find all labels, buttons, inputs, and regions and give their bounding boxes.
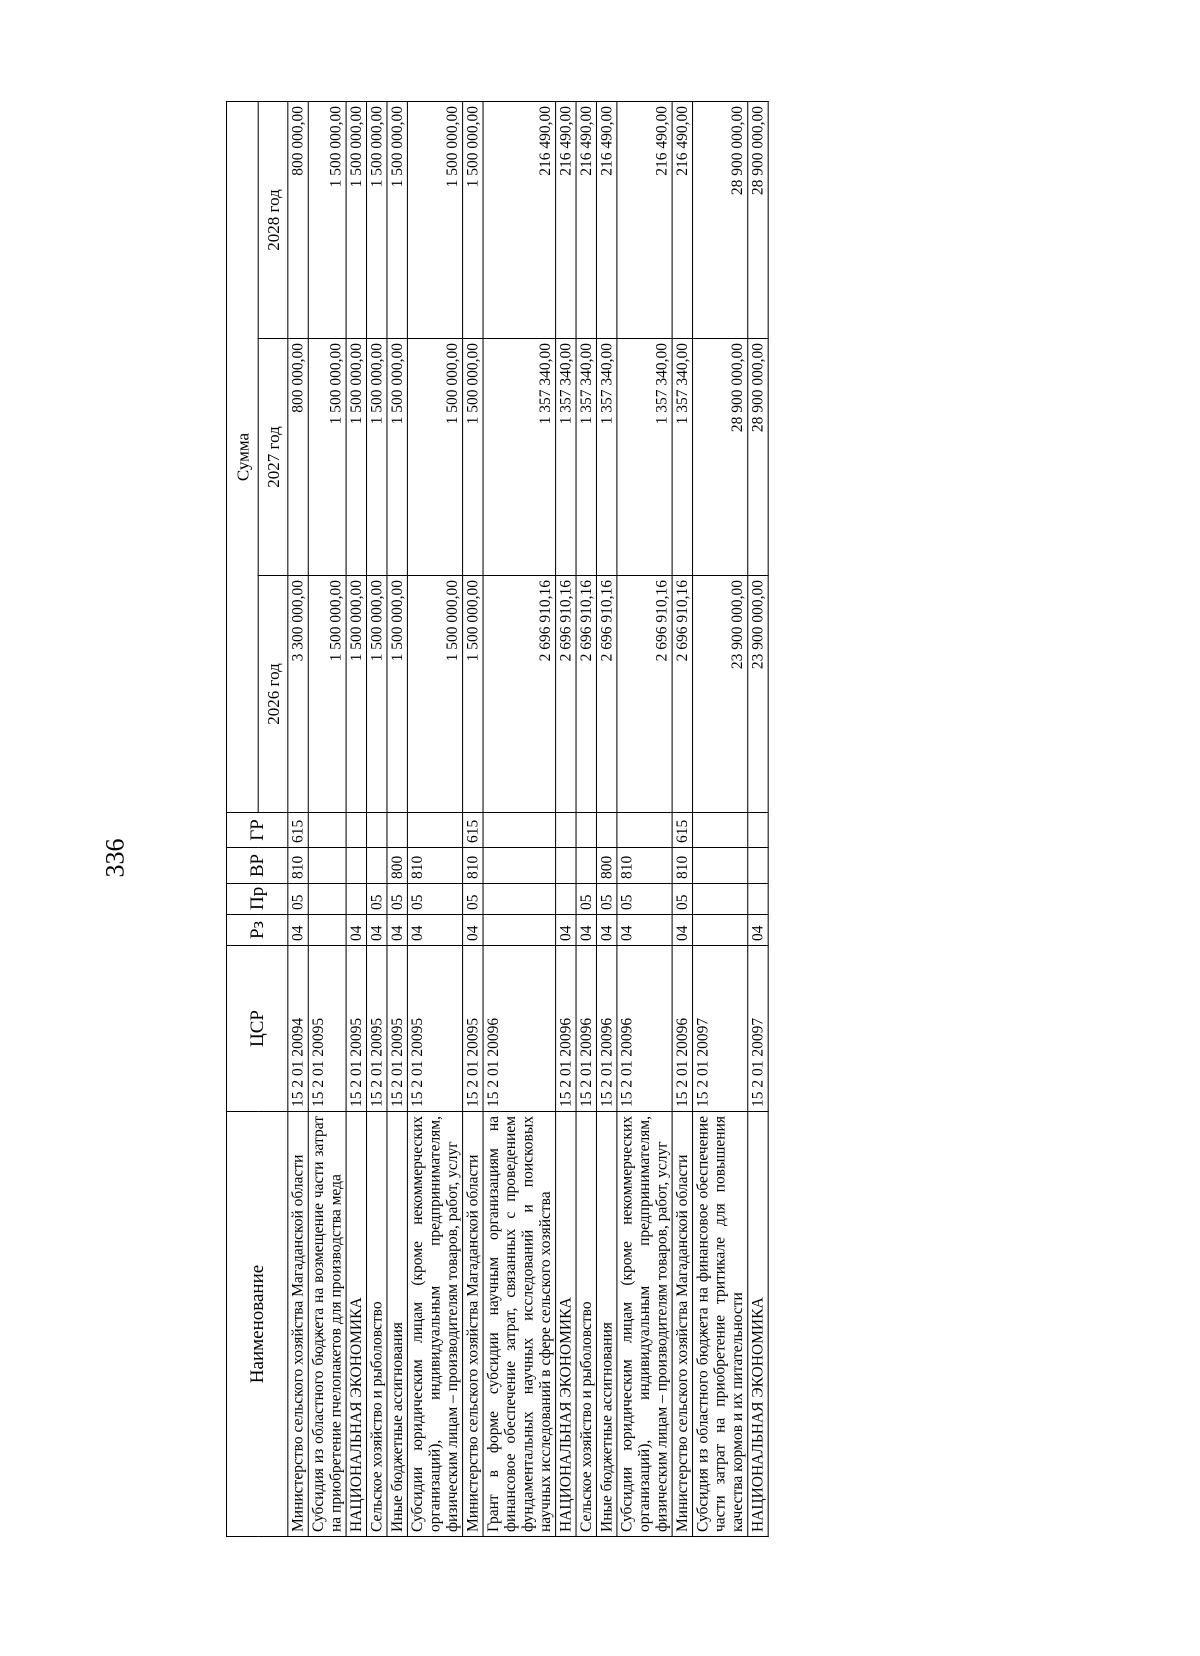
rotated-table-wrapper (226, 102, 1100, 1537)
header-csr: ЦСР (227, 946, 288, 1112)
row-pr-cell: 05 (367, 884, 387, 915)
table-row (346, 102, 366, 1537)
table-row (288, 102, 308, 1537)
row-vr-cell (556, 848, 576, 884)
row-amount-2026: 2 696 910,16 (672, 576, 692, 813)
header-year-2027: 2027 год (258, 339, 288, 576)
row-csr-cell: 15 2 01 20095 (463, 946, 483, 1112)
row-amount-2028: 216 490,00 (576, 102, 596, 339)
row-amount-2028: 216 490,00 (617, 102, 672, 339)
table-row (556, 102, 576, 1537)
row-rz-cell: 04 (672, 915, 692, 946)
row-amount-2028: 28 900 000,00 (748, 102, 768, 339)
row-name-cell: НАЦИОНАЛЬНАЯ ЭКОНОМИКА (748, 1112, 768, 1537)
table-row (483, 102, 556, 1537)
table-row (576, 102, 596, 1537)
row-amount-2026: 1 500 000,00 (387, 576, 407, 813)
row-gr-cell (308, 813, 346, 848)
row-csr-cell: 15 2 01 20095 (308, 946, 346, 1112)
row-name-cell: Иные бюджетные ассигнования (387, 1112, 407, 1537)
row-amount-2028: 1 500 000,00 (387, 102, 407, 339)
row-rz-cell (693, 915, 748, 946)
row-amount-2027: 1 357 340,00 (576, 339, 596, 576)
row-rz-cell: 04 (288, 915, 308, 946)
row-amount-2028: 216 490,00 (483, 102, 556, 339)
row-pr-cell (346, 884, 366, 915)
row-gr-cell (576, 813, 596, 848)
row-csr-cell: 15 2 01 20095 (367, 946, 387, 1112)
row-amount-2028: 1 500 000,00 (308, 102, 346, 339)
header-year-2028: 2028 год (258, 102, 288, 339)
row-amount-2026: 1 500 000,00 (346, 576, 366, 813)
row-vr-cell: 810 (463, 848, 483, 884)
row-pr-cell (308, 884, 346, 915)
row-amount-2028: 216 490,00 (596, 102, 616, 339)
row-amount-2026: 1 500 000,00 (407, 576, 462, 813)
table-body (288, 102, 768, 1537)
header-name: Наименование (227, 1112, 288, 1537)
row-amount-2027: 1 357 340,00 (556, 339, 576, 576)
row-rz-cell: 04 (463, 915, 483, 946)
row-csr-cell: 15 2 01 20096 (617, 946, 672, 1112)
row-gr-cell (367, 813, 387, 848)
row-pr-cell: 05 (672, 884, 692, 915)
row-pr-cell: 05 (576, 884, 596, 915)
row-csr-cell: 15 2 01 20096 (576, 946, 596, 1112)
row-name-cell: НАЦИОНАЛЬНАЯ ЭКОНОМИКА (346, 1112, 366, 1537)
row-vr-cell (308, 848, 346, 884)
header-gr: ГР (227, 813, 288, 848)
row-amount-2027: 1 357 340,00 (483, 339, 556, 576)
budget-table (226, 101, 769, 1537)
row-amount-2027: 28 900 000,00 (693, 339, 748, 576)
row-amount-2028: 28 900 000,00 (693, 102, 748, 339)
row-rz-cell: 04 (617, 915, 672, 946)
row-rz-cell: 04 (596, 915, 616, 946)
row-amount-2027: 1 500 000,00 (387, 339, 407, 576)
row-amount-2026: 2 696 910,16 (596, 576, 616, 813)
row-csr-cell: 15 2 01 20095 (407, 946, 462, 1112)
row-rz-cell: 04 (367, 915, 387, 946)
row-amount-2026: 1 500 000,00 (308, 576, 346, 813)
row-vr-cell (483, 848, 556, 884)
row-vr-cell: 800 (596, 848, 616, 884)
row-amount-2026: 23 900 000,00 (693, 576, 748, 813)
row-vr-cell: 800 (387, 848, 407, 884)
row-amount-2028: 1 500 000,00 (367, 102, 387, 339)
row-name-cell: Сельское хозяйство и рыболовство (367, 1112, 387, 1537)
row-rz-cell: 04 (407, 915, 462, 946)
row-csr-cell: 15 2 01 20094 (288, 946, 308, 1112)
row-vr-cell (367, 848, 387, 884)
row-pr-cell: 05 (463, 884, 483, 915)
row-amount-2027: 800 000,00 (288, 339, 308, 576)
row-rz-cell: 04 (556, 915, 576, 946)
table-row (748, 102, 768, 1537)
row-gr-cell (693, 813, 748, 848)
header-pr: Пр (227, 884, 288, 915)
row-gr-cell (596, 813, 616, 848)
row-csr-cell: 15 2 01 20097 (748, 946, 768, 1112)
row-amount-2027: 1 500 000,00 (367, 339, 387, 576)
row-gr-cell (748, 813, 768, 848)
page-number-text: 336 (100, 838, 129, 878)
row-name-cell: Министерство сельского хозяйства Магаданской области (672, 1112, 692, 1537)
row-amount-2027: 1 357 340,00 (617, 339, 672, 576)
row-pr-cell: 05 (288, 884, 308, 915)
row-amount-2026: 1 500 000,00 (463, 576, 483, 813)
row-vr-cell: 810 (407, 848, 462, 884)
row-name-cell: Иные бюджетные ассигнования (596, 1112, 616, 1537)
row-rz-cell: 04 (748, 915, 768, 946)
row-amount-2028: 1 500 000,00 (463, 102, 483, 339)
row-gr-cell (387, 813, 407, 848)
row-vr-cell (346, 848, 366, 884)
row-vr-cell (693, 848, 748, 884)
row-gr-cell (556, 813, 576, 848)
row-amount-2027: 1 500 000,00 (308, 339, 346, 576)
table-row (617, 102, 672, 1537)
row-amount-2026: 2 696 910,16 (483, 576, 556, 813)
row-pr-cell (748, 884, 768, 915)
row-name-cell: Министерство сельского хозяйства Магаданской области (463, 1112, 483, 1537)
header-year-2026: 2026 год (258, 576, 288, 813)
table-row (387, 102, 407, 1537)
row-vr-cell (748, 848, 768, 884)
row-csr-cell: 15 2 01 20095 (387, 946, 407, 1112)
row-amount-2026: 2 696 910,16 (576, 576, 596, 813)
row-pr-cell: 05 (596, 884, 616, 915)
row-amount-2026: 3 300 000,00 (288, 576, 308, 813)
row-pr-cell: 05 (387, 884, 407, 915)
row-amount-2026: 2 696 910,16 (617, 576, 672, 813)
row-name-cell: Субсидия из областного бюджета на возмещение части затрат на приобретение пчелопакетов для производства меда (308, 1112, 346, 1537)
row-gr-cell: 615 (672, 813, 692, 848)
row-csr-cell: 15 2 01 20096 (556, 946, 576, 1112)
row-vr-cell: 810 (617, 848, 672, 884)
row-pr-cell (483, 884, 556, 915)
table-row (308, 102, 346, 1537)
row-pr-cell (556, 884, 576, 915)
row-csr-cell: 15 2 01 20096 (483, 946, 556, 1112)
row-amount-2027: 1 500 000,00 (407, 339, 462, 576)
row-amount-2027: 1 500 000,00 (463, 339, 483, 576)
row-name-cell: Сельское хозяйство и рыболовство (576, 1112, 596, 1537)
row-amount-2026: 2 696 910,16 (556, 576, 576, 813)
row-vr-cell: 810 (288, 848, 308, 884)
row-amount-2028: 216 490,00 (556, 102, 576, 339)
row-csr-cell: 15 2 01 20095 (346, 946, 366, 1112)
row-rz-cell: 04 (346, 915, 366, 946)
row-gr-cell (617, 813, 672, 848)
row-gr-cell (407, 813, 462, 848)
row-amount-2027: 1 357 340,00 (596, 339, 616, 576)
row-rz-cell: 04 (576, 915, 596, 946)
row-amount-2028: 800 000,00 (288, 102, 308, 339)
table-row (367, 102, 387, 1537)
table-row (407, 102, 462, 1537)
row-name-cell: Грант в форме субсидии научным организациям на финансовое обеспечение затрат, связанных с проведением фундаментальных научных исследований и поисковых научных исследований в сфере сельского хозяйства (483, 1112, 556, 1537)
row-pr-cell: 05 (407, 884, 462, 915)
row-name-cell: НАЦИОНАЛЬНАЯ ЭКОНОМИКА (556, 1112, 576, 1537)
row-name-cell: Субсидия из областного бюджета на финансовое обеспечение части затрат на приобретение тритикале для повышения качества кормов и их питательности (693, 1112, 748, 1537)
table-row (596, 102, 616, 1537)
row-amount-2027: 28 900 000,00 (748, 339, 768, 576)
row-gr-cell (346, 813, 366, 848)
row-amount-2028: 1 500 000,00 (407, 102, 462, 339)
row-amount-2028: 1 500 000,00 (346, 102, 366, 339)
row-amount-2027: 1 357 340,00 (672, 339, 692, 576)
row-amount-2026: 1 500 000,00 (367, 576, 387, 813)
page-number (95, 828, 135, 888)
row-name-cell: Министерство сельского хозяйства Магаданской области (288, 1112, 308, 1537)
table-row (463, 102, 483, 1537)
row-name-cell: Субсидии юридическим лицам (кроме некоммерческих организаций), индивидуальным предпринимателям, физическим лицам – производителям товаров, работ, услуг (407, 1112, 462, 1537)
row-rz-cell (308, 915, 346, 946)
row-rz-cell: 04 (387, 915, 407, 946)
row-csr-cell: 15 2 01 20097 (693, 946, 748, 1112)
row-amount-2026: 23 900 000,00 (748, 576, 768, 813)
row-csr-cell: 15 2 01 20096 (596, 946, 616, 1112)
row-pr-cell (693, 884, 748, 915)
header-sum: Сумма (227, 102, 259, 813)
row-pr-cell: 05 (617, 884, 672, 915)
row-vr-cell (576, 848, 596, 884)
row-gr-cell: 615 (463, 813, 483, 848)
row-csr-cell: 15 2 01 20096 (672, 946, 692, 1112)
header-rz: Рз (227, 915, 288, 946)
row-amount-2027: 1 500 000,00 (346, 339, 366, 576)
table-row (693, 102, 748, 1537)
row-gr-cell (483, 813, 556, 848)
row-vr-cell: 810 (672, 848, 692, 884)
header-vr: ВР (227, 848, 288, 884)
table-row (672, 102, 692, 1537)
row-amount-2028: 216 490,00 (672, 102, 692, 339)
row-rz-cell (483, 915, 556, 946)
row-gr-cell: 615 (288, 813, 308, 848)
row-name-cell: Субсидии юридическим лицам (кроме некоммерческих организаций), индивидуальным предпринимателям, физическим лицам – производителям товаров, работ, услуг (617, 1112, 672, 1537)
